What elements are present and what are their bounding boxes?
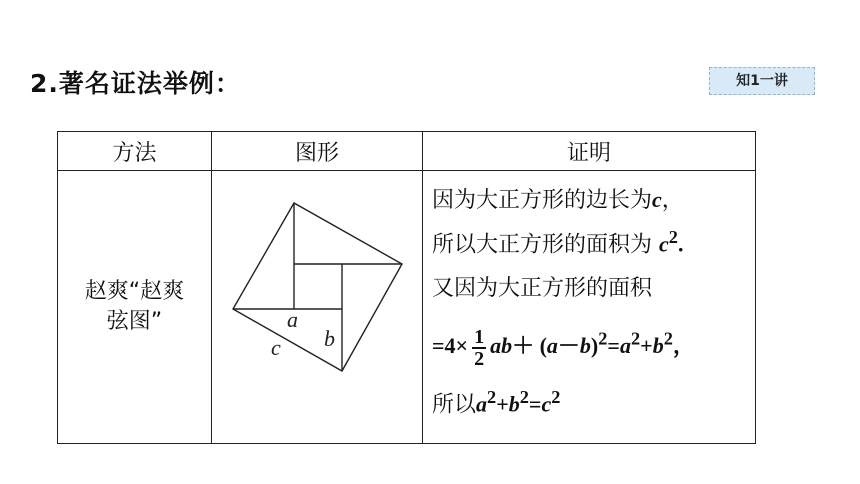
method-name-line2: 弦图” — [106, 309, 163, 334]
proof-methods-table — [57, 131, 756, 444]
fraction-one-half: $\frac{1}{2}$ — [474, 326, 485, 370]
proof-cell — [423, 171, 756, 444]
knowledge-badge[interactable]: 知1一讲 — [709, 67, 815, 95]
header-proof: 证明 — [423, 132, 756, 171]
header-method: 方法 — [58, 132, 212, 171]
proof-line-3: 又因为大正方形的面积 — [432, 276, 653, 301]
method-cell — [58, 171, 212, 444]
label-c: c — [271, 335, 281, 360]
label-a: a — [287, 307, 298, 332]
proof-line-5: 所以$a^2+b^2=c^2$ — [432, 387, 561, 418]
method-name-line1: 赵爽“赵爽 — [84, 279, 185, 304]
label-b: b — [324, 326, 335, 351]
header-figure: 图形 — [212, 132, 423, 171]
figure-cell — [212, 171, 423, 444]
zhao-shuang-chord-diagram — [212, 171, 423, 444]
proof-line-4: =4× $\frac{1}{2}$ $ab+ (a-b)^2=a^2+b^2$， — [432, 326, 695, 370]
proof-line-1: 因为大正方形的边长为c， — [432, 187, 684, 213]
outer-square — [233, 203, 402, 371]
table-row — [58, 171, 756, 444]
section-heading: 2.著名证法举例： — [30, 69, 241, 98]
table-header-row — [58, 132, 756, 171]
proof-line-2: 所以大正方形的面积为 $c^2$. — [432, 227, 684, 258]
